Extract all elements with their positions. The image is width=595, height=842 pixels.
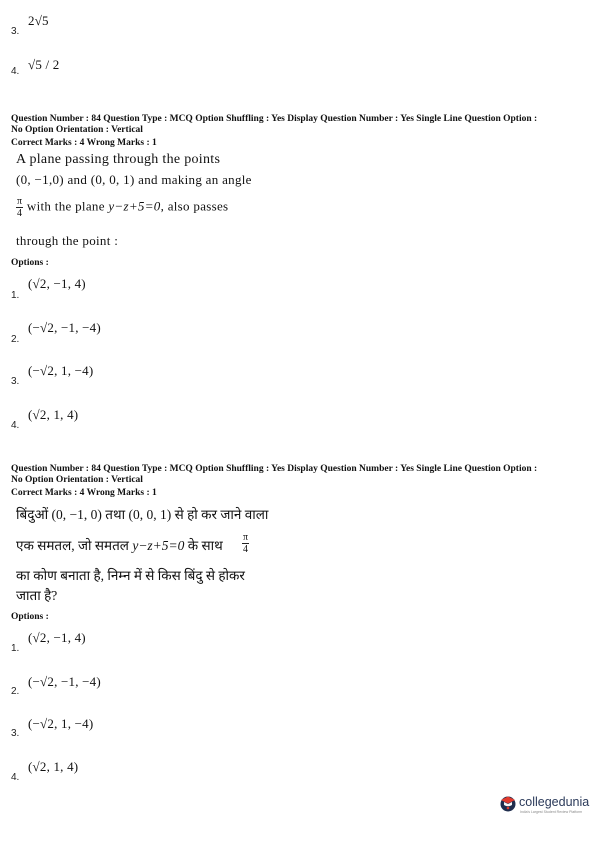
fraction-numerator: π [17,196,23,207]
option-value: (√2, 1, 4) [28,407,79,422]
marks-info: Correct Marks : 4 Wrong Marks : 1 [11,138,157,148]
plane-equation: y−z+5=0 [132,538,185,553]
option-number: 3. [11,728,20,739]
meta-line-1: Question Number : 84 Question Type : MCQ Option Shuffling : Yes Display Question Number : Yes Single Line Question Option : [11,114,538,124]
fraction-numerator: π [243,532,249,543]
brand-name: collegedunia [519,795,590,809]
plane-equation: y−z+5=0, [108,198,165,214]
option-number: 4. [11,420,20,431]
option-value: (√2, 1, 4) [28,759,79,774]
option-value: (−√2, 1, −4) [28,716,94,731]
question-meta [11,114,591,136]
options-label: Options : [11,258,49,268]
question-line-3 [16,196,228,219]
question-text-end: also passes [167,198,229,214]
question-line-1: बिंदुओं (0, −1, 0) तथा (0, 0, 1) से हो कर जाने वाला [16,507,269,522]
options-label: Options : [11,612,49,622]
option-number: 2. [11,334,20,345]
fraction-denominator: 4 [17,208,23,219]
option-number: 4. [11,66,20,77]
fraction-denominator: 4 [243,544,249,555]
option-number: 3. [11,376,20,387]
question-meta [11,464,591,486]
meta-line-1: Question Number : 84 Question Type : MCQ Option Shuffling : Yes Display Question Number : Yes Single Line Question Option : [11,464,538,474]
option-number: 1. [11,290,20,301]
question-text-end: के साथ [187,538,223,553]
option-value: (√2, −1, 4) [28,630,86,645]
question-line-2 [16,536,223,554]
graduation-cap-icon [498,794,518,817]
angle-fraction [16,196,23,219]
option-value: (−√2, −1, −4) [28,320,101,335]
option-value: 2√5 [28,13,49,28]
meta-line-2: No Option Orientation : Vertical [11,475,143,485]
question-line-1: A plane passing through the points [16,152,221,167]
option-value: (−√2, −1, −4) [28,674,101,689]
brand-tagline: India's Largest Student Review Platform [520,810,583,814]
option-number: 2. [11,686,20,697]
question-line-4: जाता है? [16,588,58,603]
meta-line-2: No Option Orientation : Vertical [11,125,143,135]
option-value: √5 / 2 [28,57,60,72]
question-line-3: का कोण बनाता है, निम्न में से किस बिंदु से होकर [16,568,245,583]
option-value: (√2, −1, 4) [28,276,86,291]
question-text: एक समतल, जो समतल [16,538,129,553]
question-text: with the plane [26,198,105,214]
option-number: 3. [11,26,20,37]
option-number: 1. [11,643,20,654]
option-value: (−√2, 1, −4) [28,363,94,378]
question-line-2: (0, −1,0) and (0, 0, 1) and making an angle [16,172,252,187]
brand-logo [498,793,590,817]
angle-fraction [242,532,249,555]
question-line-4: through the point : [16,233,119,248]
marks-info: Correct Marks : 4 Wrong Marks : 1 [11,488,157,498]
option-number: 4. [11,772,20,783]
